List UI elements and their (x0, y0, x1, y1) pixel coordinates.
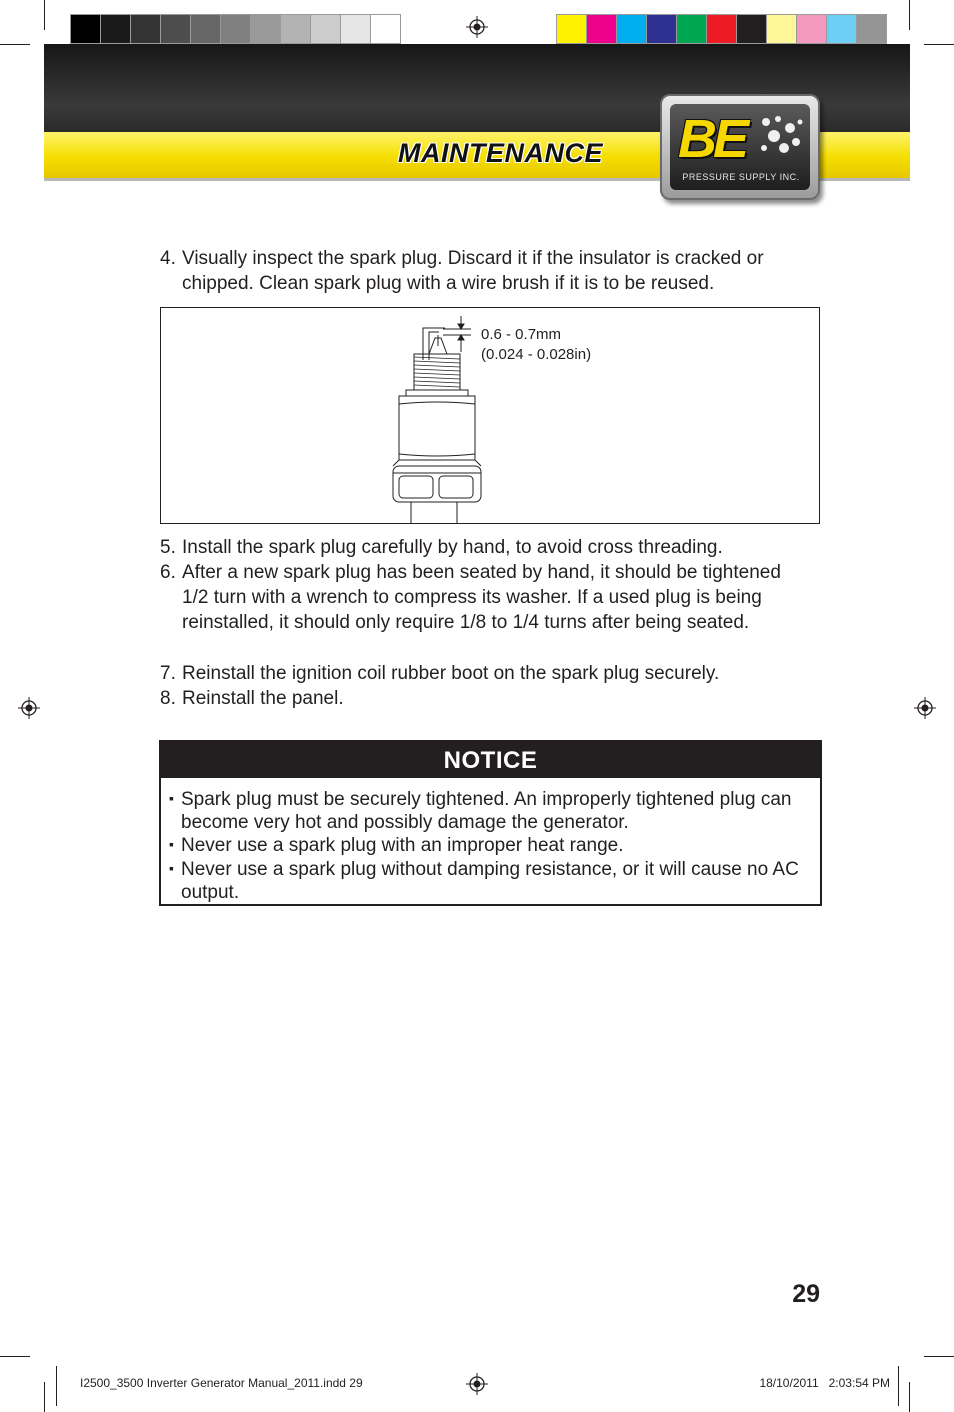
logo-tagline: PRESSURE SUPPLY INC. (682, 172, 800, 182)
color-swatch (617, 14, 647, 44)
crop-mark (909, 1382, 910, 1412)
step-number: 4. (160, 248, 176, 269)
instruction-step (160, 686, 820, 711)
color-swatch (827, 14, 857, 44)
step-number: 8. (160, 688, 176, 709)
color-swatch (587, 14, 617, 44)
color-swatch (371, 14, 401, 44)
color-swatch (101, 14, 131, 44)
color-swatch (857, 14, 887, 44)
registration-mark-icon (466, 1373, 488, 1395)
gray-color-bar (70, 14, 401, 44)
color-swatch (647, 14, 677, 44)
crop-mark (56, 1366, 57, 1406)
crop-mark (44, 1382, 45, 1412)
section-title: MAINTENANCE (398, 138, 603, 168)
notice-item (169, 834, 809, 857)
color-swatch (677, 14, 707, 44)
color-swatch (341, 14, 371, 44)
page-number: 29 (792, 1280, 820, 1308)
crop-mark (924, 1356, 954, 1357)
step-number: 6. (160, 562, 176, 583)
color-swatch (161, 14, 191, 44)
instruction-step (160, 535, 820, 560)
color-swatch (70, 14, 101, 44)
crop-mark (924, 44, 954, 45)
crop-mark (0, 1356, 30, 1357)
bullet-mark: ▪ (169, 860, 174, 876)
color-swatch (797, 14, 827, 44)
gap-metric-label: 0.6 - 0.7mm (481, 326, 562, 343)
color-swatch (311, 14, 341, 44)
notice-item-text: Never use a spark plug without damping resistance, or it will cause no AC output. (181, 859, 799, 903)
instruction-step (160, 661, 820, 686)
splash-icon (756, 114, 806, 160)
color-swatch (737, 14, 767, 44)
bullet-mark: ▪ (169, 790, 174, 806)
crop-mark (909, 0, 910, 30)
notice-item-text: Spark plug must be securely tightened. An improperly tightened plug can become very hot and possibly damage the generator. (181, 789, 792, 833)
color-swatch (251, 14, 281, 44)
notice-item (169, 858, 809, 904)
slug-datetime: 18/10/2011 2:03:54 PM (759, 1376, 890, 1390)
crop-mark (44, 0, 45, 30)
step-text: After a new spark plug has been seated by hand, it should be tightened 1/2 turn with a wrench to compress its washer. If a used plug is being reinstalled, it should only require 1/8 to 1/4 turns after being seated. (182, 562, 781, 633)
gap-imperial-label: (0.024 - 0.028in) (481, 346, 592, 363)
slug-filename: I2500_3500 Inverter Generator Manual_2011.indd 29 (80, 1376, 363, 1390)
step-text: Visually inspect the spark plug. Discard it if the insulator is cracked or chipped. Clean spark plug with a wire brush if it is to be reused. (182, 248, 764, 294)
instruction-step (160, 246, 820, 296)
color-swatch (556, 14, 587, 44)
process-color-bar (556, 14, 887, 44)
color-swatch (131, 14, 161, 44)
company-logo (660, 94, 820, 200)
instruction-step (160, 560, 800, 635)
color-swatch (281, 14, 311, 44)
spark-plug-figure (160, 307, 820, 524)
step-text: Reinstall the panel. (182, 688, 344, 709)
color-swatch (191, 14, 221, 44)
registration-mark-icon (466, 16, 488, 38)
notice-item (169, 788, 809, 834)
color-swatch (707, 14, 737, 44)
color-swatch (221, 14, 251, 44)
color-swatch (767, 14, 797, 44)
registration-mark-icon (18, 697, 40, 719)
step-number: 7. (160, 663, 176, 684)
step-text: Install the spark plug carefully by hand, to avoid cross threading. (182, 537, 723, 558)
notice-box (159, 740, 822, 906)
step-number: 5. (160, 537, 176, 558)
step-text: Reinstall the ignition coil rubber boot on the spark plug securely. (182, 663, 720, 684)
notice-item-text: Never use a spark plug with an improper heat range. (181, 835, 624, 856)
crop-mark (0, 44, 30, 45)
notice-title: NOTICE (161, 742, 820, 778)
crop-mark (898, 1366, 899, 1406)
logo-letters: BE (678, 109, 746, 169)
registration-mark-icon (914, 697, 936, 719)
bullet-mark: ▪ (169, 836, 174, 852)
